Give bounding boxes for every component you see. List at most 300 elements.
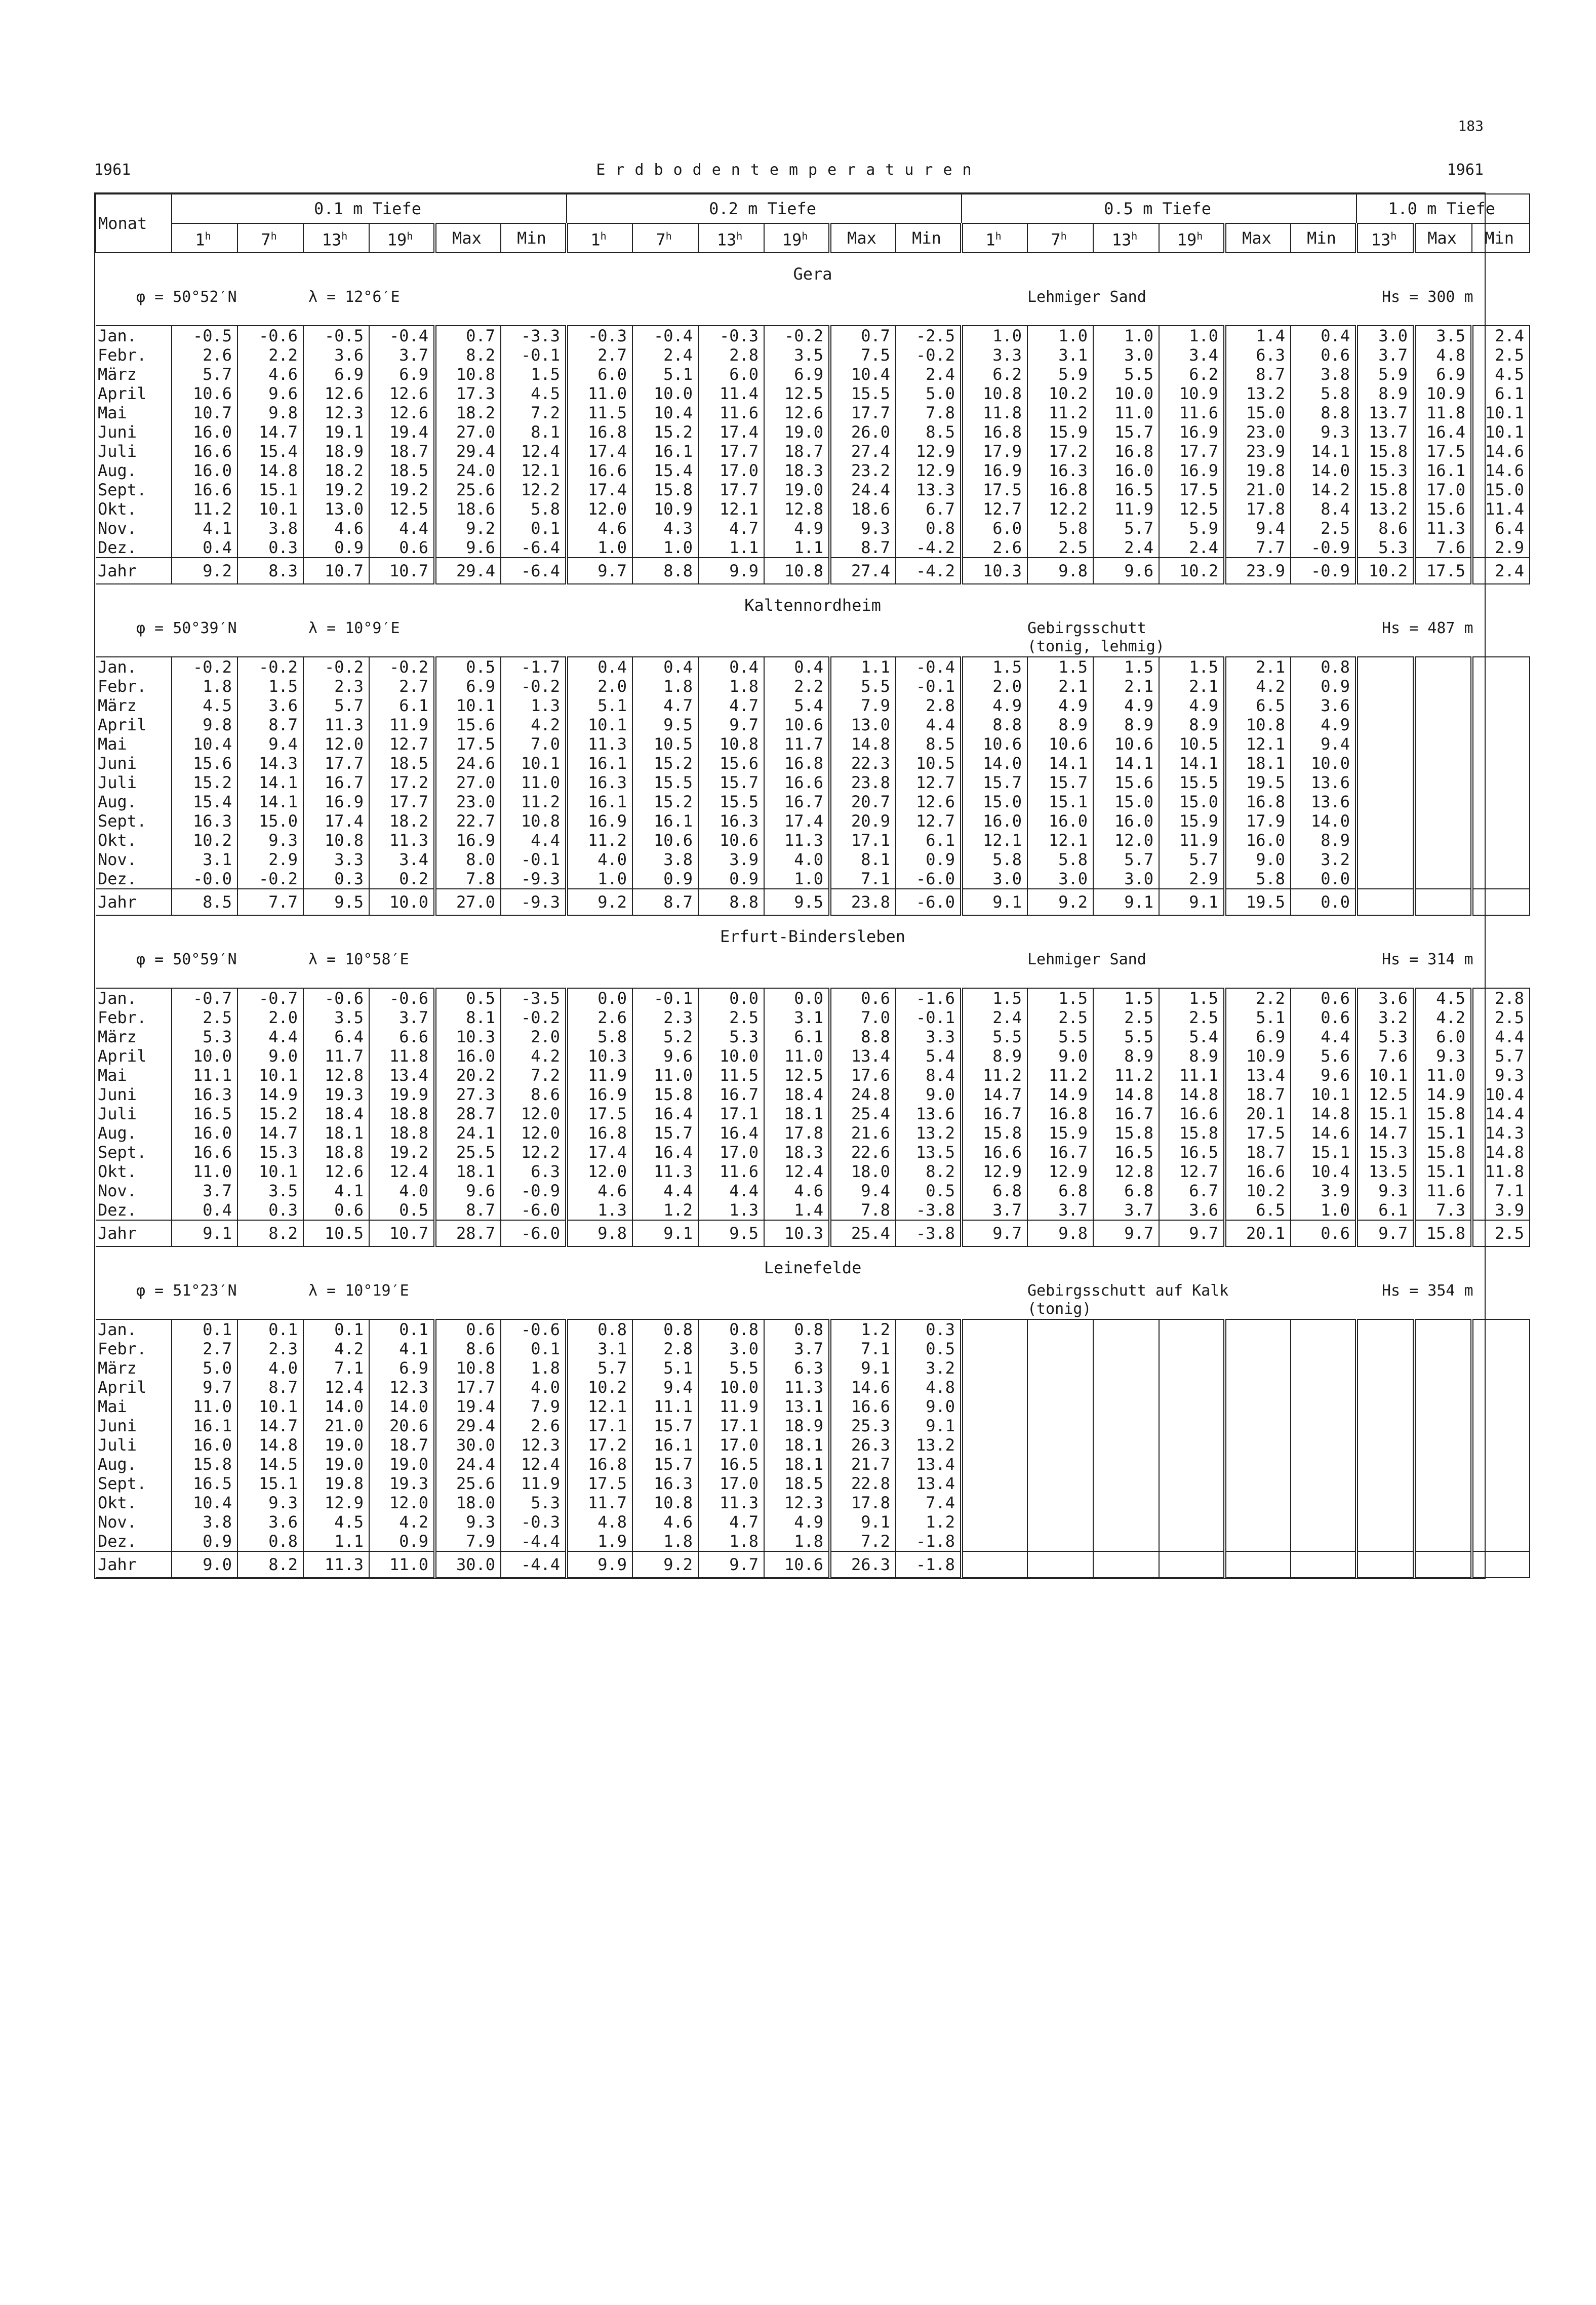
temperature-cell: 24.4 — [830, 480, 896, 499]
month-label: März — [96, 696, 172, 715]
temperature-cell: 3.7 — [369, 1008, 435, 1027]
temperature-cell — [1225, 1512, 1291, 1532]
annual-value — [1356, 889, 1414, 915]
temperature-cell: 25.5 — [435, 1143, 501, 1162]
month-label: Juni — [96, 754, 172, 773]
temperature-cell: -0.3 — [501, 1512, 567, 1532]
temperature-cell: 4.9 — [1291, 715, 1356, 734]
annual-value: 9.7 — [1159, 1220, 1225, 1246]
temperature-cell — [1225, 1358, 1291, 1378]
temperature-cell: 16.8 — [764, 754, 830, 773]
temperature-cell: 12.1 — [1027, 831, 1093, 850]
temperature-cell: 16.7 — [303, 773, 369, 792]
annual-value: 2.5 — [1472, 1220, 1530, 1246]
temperature-cell: 2.8 — [1472, 988, 1530, 1008]
temperature-cell: 17.5 — [962, 480, 1027, 499]
temperature-cell: 11.8 — [1414, 403, 1472, 422]
temperature-cell: 2.5 — [1472, 345, 1530, 365]
temperature-cell: 11.2 — [501, 792, 567, 811]
temperature-cell: 5.3 — [172, 1027, 237, 1046]
sub-header-cell: 19$^h$ — [369, 223, 435, 253]
temperature-cell: 10.1 — [237, 1162, 303, 1181]
month-row — [96, 1143, 1530, 1162]
temperature-cell: 8.6 — [435, 1339, 501, 1358]
temperature-cell: 17.5 — [1159, 480, 1225, 499]
temperature-cell: 10.1 — [1291, 1085, 1356, 1104]
temperature-cell: 16.6 — [172, 480, 237, 499]
annual-value: 9.6 — [1093, 558, 1159, 584]
temperature-cell: 10.3 — [435, 1027, 501, 1046]
temperature-cell: 4.9 — [1093, 696, 1159, 715]
temperature-cell: 10.5 — [896, 754, 962, 773]
temperature-cell: 2.3 — [303, 677, 369, 696]
temperature-cell: 18.2 — [369, 811, 435, 831]
annual-value: 9.2 — [1027, 889, 1093, 915]
temperature-cell — [1472, 1358, 1530, 1378]
temperature-cell: 5.7 — [172, 365, 237, 384]
temperature-cell: 6.0 — [698, 365, 764, 384]
month-label: Okt. — [96, 499, 172, 519]
temperature-cell: 6.7 — [896, 499, 962, 519]
temperature-cell: 6.3 — [764, 1358, 830, 1378]
annual-value: 9.8 — [1027, 1220, 1093, 1246]
temperature-cell: 16.5 — [1093, 1143, 1159, 1162]
annual-row — [96, 558, 1530, 584]
temperature-cell: 10.8 — [501, 811, 567, 831]
temperature-cell — [1027, 1532, 1093, 1551]
temperature-cell: 16.9 — [567, 1085, 632, 1104]
temperature-cell: 11.1 — [632, 1397, 698, 1416]
temperature-cell: 11.9 — [698, 1397, 764, 1416]
temperature-cell — [1414, 1435, 1472, 1455]
temperature-cell — [1472, 1493, 1530, 1512]
temperature-cell: 10.7 — [172, 403, 237, 422]
temperature-cell: -1.7 — [501, 657, 567, 677]
temperature-cell: 3.0 — [962, 869, 1027, 889]
month-label: Sept. — [96, 1474, 172, 1493]
temperature-cell: 1.5 — [962, 657, 1027, 677]
temperature-cell: 10.1 — [1472, 422, 1530, 442]
temperature-cell: 0.8 — [567, 1319, 632, 1339]
temperature-cell — [1027, 1455, 1093, 1474]
temperature-cell: 14.3 — [237, 754, 303, 773]
temperature-cell: 10.8 — [303, 831, 369, 850]
temperature-cell: 0.0 — [698, 988, 764, 1008]
temperature-cell: 5.4 — [764, 696, 830, 715]
temperature-cell: 11.2 — [172, 499, 237, 519]
temperature-cell: 11.0 — [501, 773, 567, 792]
temperature-cell: 0.0 — [764, 988, 830, 1008]
sub-header-cell: Max — [1225, 223, 1291, 253]
annual-value: 9.1 — [632, 1220, 698, 1246]
temperature-cell: 9.3 — [1414, 1046, 1472, 1066]
temperature-cell — [962, 1339, 1027, 1358]
month-label: Juni — [96, 1416, 172, 1435]
temperature-cell: 2.5 — [1159, 1008, 1225, 1027]
temperature-cell: 9.3 — [830, 519, 896, 538]
temperature-cell: 18.9 — [303, 442, 369, 461]
temperature-cell: 16.1 — [632, 811, 698, 831]
temperature-cell — [962, 1493, 1027, 1512]
temperature-cell: 17.1 — [698, 1104, 764, 1123]
temperature-cell: 4.4 — [237, 1027, 303, 1046]
temperature-cell: 15.7 — [1027, 773, 1093, 792]
month-row — [96, 1046, 1530, 1066]
temperature-cell: 10.0 — [698, 1378, 764, 1397]
month-row — [96, 1200, 1530, 1220]
temperature-cell: 14.1 — [1027, 754, 1093, 773]
temperature-cell: 4.2 — [303, 1339, 369, 1358]
temperature-cell: 3.9 — [698, 850, 764, 869]
temperature-cell: 17.5 — [435, 734, 501, 754]
temperature-cell: 9.7 — [698, 715, 764, 734]
annual-value: 10.3 — [962, 558, 1027, 584]
temperature-cell: 7.0 — [501, 734, 567, 754]
temperature-cell: 6.0 — [567, 365, 632, 384]
temperature-cell: 5.8 — [1225, 869, 1291, 889]
annual-value: 17.5 — [1414, 558, 1472, 584]
temperature-cell: 18.0 — [830, 1162, 896, 1181]
temperature-cell: 18.1 — [303, 1123, 369, 1143]
temperature-cell: 1.5 — [1027, 657, 1093, 677]
temperature-cell — [1414, 850, 1472, 869]
temperature-cell: 16.6 — [1225, 1162, 1291, 1181]
temperature-cell: 19.4 — [369, 422, 435, 442]
month-label: Juli — [96, 773, 172, 792]
temperature-cell: 1.5 — [1159, 988, 1225, 1008]
temperature-cell: 10.8 — [435, 365, 501, 384]
temperature-cell — [1414, 869, 1472, 889]
temperature-cell: 11.6 — [698, 1162, 764, 1181]
temperature-cell: 5.3 — [1356, 1027, 1414, 1046]
temperature-cell: 16.1 — [172, 1416, 237, 1435]
station-name: Erfurt-Bindersleben — [720, 927, 906, 946]
temperature-cell: 9.8 — [172, 715, 237, 734]
temperature-cell: 1.5 — [962, 988, 1027, 1008]
temperature-cell: 16.1 — [632, 1435, 698, 1455]
temperature-cell: 4.4 — [896, 715, 962, 734]
temperature-cell: 6.0 — [1414, 1027, 1472, 1046]
month-row — [96, 1493, 1530, 1512]
temperature-cell: 16.1 — [632, 442, 698, 461]
temperature-cell: 0.7 — [830, 326, 896, 345]
temperature-cell — [1356, 1474, 1414, 1493]
annual-value: 10.2 — [1356, 558, 1414, 584]
temperature-cell: 22.3 — [830, 754, 896, 773]
temperature-cell: -0.9 — [501, 1181, 567, 1200]
temperature-cell: 17.7 — [435, 1378, 501, 1397]
month-row — [96, 988, 1530, 1008]
temperature-cell — [1472, 811, 1530, 831]
temperature-cell: 10.4 — [830, 365, 896, 384]
temperature-cell — [962, 1435, 1027, 1455]
temperature-cell: 9.3 — [237, 1493, 303, 1512]
temperature-cell: 10.9 — [1225, 1046, 1291, 1066]
temperature-cell: 1.0 — [764, 869, 830, 889]
temperature-cell: 16.4 — [632, 1143, 698, 1162]
temperature-cell: -2.5 — [896, 326, 962, 345]
temperature-cell: 15.1 — [1356, 1104, 1414, 1123]
temperature-cell: 2.5 — [172, 1008, 237, 1027]
temperature-cell: 2.4 — [1159, 538, 1225, 558]
month-row — [96, 773, 1530, 792]
temperature-cell: 15.3 — [237, 1143, 303, 1162]
annual-label: Jahr — [96, 889, 172, 915]
temperature-cell: 1.8 — [698, 1532, 764, 1551]
temperature-cell: 7.6 — [1356, 1046, 1414, 1066]
temperature-cell: 17.5 — [1225, 1123, 1291, 1143]
temperature-cell: 0.1 — [501, 1339, 567, 1358]
temperature-cell: 12.9 — [303, 1493, 369, 1512]
temperature-cell: 15.2 — [172, 773, 237, 792]
temperature-cell — [1356, 677, 1414, 696]
temperature-cell — [1414, 1474, 1472, 1493]
temperature-cell: 5.5 — [962, 1027, 1027, 1046]
temperature-cell: 5.8 — [1027, 850, 1093, 869]
temperature-cell: 2.7 — [369, 677, 435, 696]
temperature-cell: 0.3 — [896, 1319, 962, 1339]
temperature-cell: 16.0 — [962, 811, 1027, 831]
temperature-cell: 11.7 — [764, 734, 830, 754]
temperature-cell: 0.4 — [698, 657, 764, 677]
temperature-cell: 3.7 — [1027, 1200, 1093, 1220]
annual-value: 23.8 — [830, 889, 896, 915]
temperature-cell: 0.5 — [435, 657, 501, 677]
temperature-cell: 5.5 — [1093, 1027, 1159, 1046]
month-row — [96, 1416, 1530, 1435]
temperature-cell — [1414, 1397, 1472, 1416]
temperature-cell: 3.9 — [1291, 1181, 1356, 1200]
temperature-cell — [1027, 1339, 1093, 1358]
temperature-cell: 4.9 — [1027, 696, 1093, 715]
temperature-cell: 1.0 — [1159, 326, 1225, 345]
temperature-cell: 13.2 — [896, 1123, 962, 1143]
month-label: Okt. — [96, 831, 172, 850]
temperature-cell: 16.0 — [435, 1046, 501, 1066]
temperature-cell: 10.4 — [172, 734, 237, 754]
temperature-cell — [1472, 715, 1530, 734]
temperature-cell — [1291, 1358, 1356, 1378]
temperature-cell: 15.8 — [1356, 442, 1414, 461]
annual-value — [1472, 1551, 1530, 1578]
temperature-cell: 13.4 — [896, 1474, 962, 1493]
temperature-cell: 3.0 — [698, 1339, 764, 1358]
temperature-cell — [1472, 677, 1530, 696]
temperature-cell: 17.7 — [830, 403, 896, 422]
temperature-cell: 9.4 — [830, 1181, 896, 1200]
temperature-cell: 3.3 — [896, 1027, 962, 1046]
temperature-cell: 18.5 — [369, 461, 435, 480]
month-row — [96, 1123, 1530, 1143]
temperature-cell: 25.6 — [435, 480, 501, 499]
temperature-cell: 0.9 — [369, 1532, 435, 1551]
temperature-cell: 23.2 — [830, 461, 896, 480]
temperature-cell: 16.5 — [172, 1474, 237, 1493]
temperature-cell: 6.1 — [369, 696, 435, 715]
temperature-cell: 15.9 — [1027, 1123, 1093, 1143]
temperature-cell: 15.1 — [1027, 792, 1093, 811]
temperature-cell: 0.6 — [435, 1319, 501, 1339]
month-label: April — [96, 715, 172, 734]
month-label: Okt. — [96, 1162, 172, 1181]
temperature-cell: -0.4 — [369, 326, 435, 345]
temperature-cell: 15.0 — [962, 792, 1027, 811]
temperature-cell: 2.1 — [1159, 677, 1225, 696]
temperature-cell: 3.0 — [1356, 326, 1414, 345]
month-label: Nov. — [96, 519, 172, 538]
temperature-cell: 11.3 — [764, 1378, 830, 1397]
temperature-cell: 4.6 — [632, 1512, 698, 1532]
soil-temperature-table — [94, 192, 1525, 1579]
temperature-cell: 5.1 — [632, 1358, 698, 1378]
month-label: Juli — [96, 442, 172, 461]
month-row — [96, 792, 1530, 811]
month-label: Aug. — [96, 1123, 172, 1143]
temperature-cell: 13.1 — [764, 1397, 830, 1416]
temperature-cell: 14.8 — [237, 1435, 303, 1455]
temperature-cell: 17.4 — [698, 422, 764, 442]
station-soil-type: Lehmiger Sand — [1027, 288, 1146, 306]
temperature-cell: 16.7 — [698, 1085, 764, 1104]
temperature-cell: 14.7 — [237, 1123, 303, 1143]
temperature-cell: 6.3 — [501, 1162, 567, 1181]
temperature-cell — [1356, 869, 1414, 889]
temperature-cell: 17.3 — [435, 384, 501, 403]
temperature-cell: 11.2 — [567, 831, 632, 850]
temperature-cell: 16.3 — [632, 1474, 698, 1493]
temperature-cell: 12.3 — [369, 1378, 435, 1397]
temperature-cell: 12.1 — [962, 831, 1027, 850]
temperature-cell: 3.8 — [172, 1512, 237, 1532]
temperature-cell: 0.8 — [698, 1319, 764, 1339]
temperature-cell: 19.0 — [369, 1455, 435, 1474]
temperature-cell: 15.0 — [237, 811, 303, 831]
temperature-cell: 1.8 — [172, 677, 237, 696]
temperature-cell: 9.0 — [896, 1085, 962, 1104]
temperature-cell: 6.9 — [764, 365, 830, 384]
temperature-cell: 3.3 — [962, 345, 1027, 365]
temperature-cell: 14.5 — [237, 1455, 303, 1474]
temperature-cell: 2.5 — [698, 1008, 764, 1027]
temperature-cell: 3.0 — [1027, 869, 1093, 889]
temperature-cell: 1.1 — [698, 538, 764, 558]
temperature-cell: 27.0 — [435, 773, 501, 792]
annual-value: 9.1 — [1159, 889, 1225, 915]
temperature-cell: 16.7 — [1093, 1104, 1159, 1123]
temperature-cell: 3.8 — [1291, 365, 1356, 384]
temperature-cell: 18.2 — [303, 461, 369, 480]
temperature-cell: 8.7 — [830, 538, 896, 558]
temperature-cell: 10.4 — [632, 403, 698, 422]
station-longitude: λ = 10°9′E — [308, 619, 400, 637]
temperature-cell: 0.8 — [237, 1532, 303, 1551]
temperature-cell: 2.6 — [962, 538, 1027, 558]
temperature-cell: 12.0 — [501, 1123, 567, 1143]
temperature-cell: 9.3 — [1356, 1181, 1414, 1200]
annual-value: -6.0 — [501, 1220, 567, 1246]
temperature-cell: 16.9 — [567, 811, 632, 831]
temperature-cell: -0.2 — [896, 345, 962, 365]
temperature-cell: 11.5 — [698, 1066, 764, 1085]
sub-header-cell: 19$^h$ — [1159, 223, 1225, 253]
temperature-cell — [1225, 1397, 1291, 1416]
month-row — [96, 499, 1530, 519]
temperature-cell: 10.0 — [172, 1046, 237, 1066]
temperature-cell: 16.9 — [1159, 461, 1225, 480]
temperature-cell: 16.4 — [698, 1123, 764, 1143]
temperature-cell: 1.8 — [501, 1358, 567, 1378]
temperature-cell: 15.6 — [1093, 773, 1159, 792]
temperature-cell: 8.0 — [435, 850, 501, 869]
temperature-cell: 4.6 — [567, 1181, 632, 1200]
temperature-cell: 1.5 — [1027, 988, 1093, 1008]
temperature-cell: 13.4 — [830, 1046, 896, 1066]
temperature-cell: 12.8 — [1093, 1162, 1159, 1181]
sub-header-cell: 19$^h$ — [764, 223, 830, 253]
temperature-cell: 16.8 — [1093, 442, 1159, 461]
temperature-cell: 11.7 — [303, 1046, 369, 1066]
temperature-cell: 11.3 — [369, 831, 435, 850]
temperature-cell: 12.4 — [501, 1455, 567, 1474]
temperature-cell: 5.5 — [698, 1358, 764, 1378]
temperature-cell: 6.8 — [1027, 1181, 1093, 1200]
temperature-cell — [1093, 1532, 1159, 1551]
temperature-cell: 12.5 — [764, 1066, 830, 1085]
temperature-cell: 6.2 — [1159, 365, 1225, 384]
month-column-header: Monat — [96, 194, 172, 253]
temperature-cell: 2.6 — [172, 345, 237, 365]
temperature-cell: 17.2 — [1027, 442, 1093, 461]
temperature-cell: 20.6 — [369, 1416, 435, 1435]
annual-value: 8.2 — [237, 1551, 303, 1578]
temperature-cell: 11.8 — [962, 403, 1027, 422]
temperature-cell: 1.0 — [962, 326, 1027, 345]
temperature-cell: 12.1 — [567, 1397, 632, 1416]
temperature-cell: 7.8 — [896, 403, 962, 422]
temperature-cell: 11.9 — [1159, 831, 1225, 850]
temperature-cell: 0.9 — [698, 869, 764, 889]
temperature-cell: 10.4 — [1472, 1085, 1530, 1104]
temperature-cell: 0.5 — [369, 1200, 435, 1220]
sub-header-cell: Min — [1291, 223, 1356, 253]
temperature-cell — [1093, 1512, 1159, 1532]
temperature-cell: 12.9 — [1027, 1162, 1093, 1181]
temperature-cell: 2.4 — [1093, 538, 1159, 558]
temperature-cell: 4.2 — [1414, 1008, 1472, 1027]
temperature-cell: 3.9 — [1472, 1200, 1530, 1220]
annual-value: 9.7 — [567, 558, 632, 584]
temperature-cell: 17.5 — [567, 1104, 632, 1123]
temperature-cell: 5.6 — [1291, 1046, 1356, 1066]
temperature-cell: 11.3 — [303, 715, 369, 734]
temperature-cell: 7.8 — [435, 869, 501, 889]
temperature-cell: 17.8 — [1225, 499, 1291, 519]
temperature-cell: 5.8 — [501, 499, 567, 519]
temperature-cell: 0.1 — [501, 519, 567, 538]
temperature-cell: 4.2 — [501, 715, 567, 734]
temperature-cell: 7.2 — [501, 1066, 567, 1085]
temperature-cell — [1472, 869, 1530, 889]
temperature-cell: 0.9 — [896, 850, 962, 869]
temperature-cell: 4.4 — [1472, 1027, 1530, 1046]
temperature-cell: 16.0 — [1225, 831, 1291, 850]
temperature-cell: 0.1 — [237, 1319, 303, 1339]
temperature-cell: 17.2 — [567, 1435, 632, 1455]
temperature-cell: 2.9 — [1159, 869, 1225, 889]
annual-value: 2.4 — [1472, 558, 1530, 584]
temperature-cell: 0.2 — [369, 869, 435, 889]
station-meta-row — [96, 946, 1530, 970]
